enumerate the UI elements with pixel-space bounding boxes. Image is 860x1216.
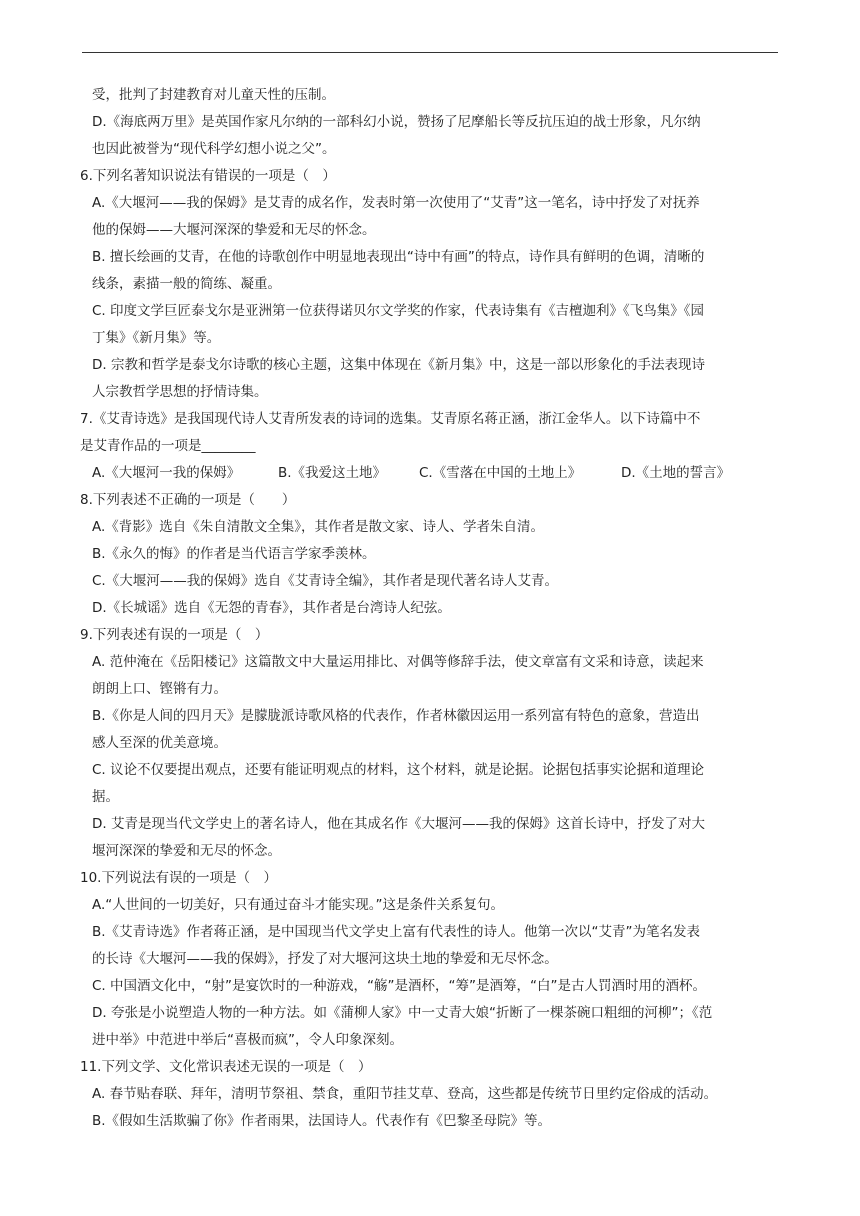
page-top-rule [82, 52, 778, 53]
q10-option-b-line2: 的长诗《大堰河——我的保姆》，抒发了对大堰河这块土地的挚爱和无尽怀念。 [92, 951, 558, 967]
question-8 [80, 487, 780, 622]
q6-option-c-line2: 丁集》《新月集》等。 [92, 330, 221, 346]
q9-option-a-line1: A. 范仲淹在《岳阳楼记》这篇散文中大量运用排比、对偶等修辞手法，使文章富有文采和诗意，读起来 [92, 654, 704, 670]
q7-title-line2: 是艾青作品的一项是________ [80, 438, 256, 454]
q9-option-c-line2: 据。 [92, 789, 119, 805]
q6-option-d-line2: 人宗教哲学思想的抒情诗集。 [92, 384, 268, 400]
document-body [80, 82, 780, 1135]
q8-option-d: D.《长城谣》选自《无怨的青春》，其作者是台湾诗人纪弦。 [92, 600, 451, 616]
q6-option-d-line1: D. 宗教和哲学是泰戈尔诗歌的核心主题，这集中体现在《新月集》中，这是一部以形象化的手法表现诗 [92, 357, 705, 373]
q5-option-d-line1: D.《海底两万里》是英国作家凡尔纳的一部科幻小说，赞扬了尼摩船长等反抗压迫的战士形象，凡尔纳 [92, 114, 701, 130]
q8-option-a: A.《背影》选自《朱自清散文全集》，其作者是散文家、诗人、学者朱自清。 [92, 519, 545, 535]
question-6 [80, 163, 780, 406]
q7-option-a: A.《大堰河一我的保姆》 [92, 465, 241, 481]
question-10 [80, 865, 780, 1054]
q8-option-b: B.《永久的悔》的作者是当代语言学家季羡林。 [92, 546, 376, 562]
q6-option-b-line1: B. 擅长绘画的艾青，在他的诗歌创作中明显地表现出“诗中有画”的特点，诗作具有鲜明的色调，清晰的 [92, 249, 705, 265]
q11-option-b: B.《假如生活欺骗了你》作者雨果，法国诗人。代表作有《巴黎圣母院》等。 [92, 1113, 552, 1129]
q10-option-d-line1: D. 夸张是小说塑造人物的一种方法。如《蒲柳人家》中一丈青大娘“折断了一棵茶碗口粗细的河柳”；《范 [92, 1005, 713, 1021]
q10-option-a: A.“人世间的一切美好，只有通过奋斗才能实现。”这是条件关系复句。 [92, 897, 505, 913]
q6-option-c-line1: C. 印度文学巨匠泰戈尔是亚洲第一位获得诺贝尔文学奖的作家，代表诗集有《吉檀迦利》《飞鸟集》《园 [92, 303, 705, 319]
q6-option-a-line1: A.《大堰河——我的保姆》是艾青的成名作，发表时第一次使用了“艾青”这一笔名，诗中抒发了对抚养 [92, 195, 700, 211]
q8-option-c: C.《大堰河——我的保姆》选自《艾青诗全编》，其作者是现代著名诗人艾青。 [92, 573, 558, 589]
q10-option-c: C. 中国酒文化中，“射”是宴饮时的一种游戏，“觞”是酒杯，“筹”是酒筹，“白”是古人罚酒时用的酒杯。 [92, 978, 706, 994]
q7-option-b: B.《我爱这土地》 [278, 465, 387, 481]
q7-title-line1: 7.《艾青诗选》是我国现代诗人艾青所发表的诗词的选集。艾青原名蒋正涵，浙江金华人。以下诗篇中不 [80, 411, 701, 427]
q9-option-a-line2: 朗朗上口、铿锵有力。 [92, 681, 227, 697]
q10-option-d-line2: 进中举》中范进中举后“喜极而疯”，令人印象深刻。 [92, 1032, 403, 1048]
q5-option-c-continuation: 受，批判了封建教育对儿童天性的压制。 [92, 87, 335, 103]
question-5-tail [80, 82, 780, 163]
q8-title: 8.下列表述不正确的一项是（ ） [80, 492, 296, 508]
question-7 [80, 406, 780, 487]
q9-option-c-line1: C. 议论不仅要提出观点，还要有能证明观点的材料，这个材料，就是论据。论据包括事实论据和道理论 [92, 762, 705, 778]
question-9 [80, 622, 780, 865]
q10-title: 10.下列说法有误的一项是（ ） [80, 870, 277, 886]
q6-title: 6.下列名著知识说法有错误的一项是（ ） [80, 168, 336, 184]
q6-option-b-line2: 线条，素描一般的简练、凝重。 [92, 276, 281, 292]
q9-option-b-line2: 感人至深的优美意境。 [92, 735, 227, 751]
q9-title: 9.下列表述有误的一项是（ ） [80, 627, 269, 643]
q11-option-a: A. 春节贴春联、拜年，清明节祭祖、禁食，重阳节挂艾草、登高，这些都是传统节日里约定俗成的活动。 [92, 1086, 718, 1102]
question-11 [80, 1054, 780, 1135]
q5-option-d-line2: 也因此被誉为“现代科学幻想小说之父”。 [92, 141, 336, 157]
q11-title: 11.下列文学、文化常识表述无误的一项是（ ） [80, 1059, 372, 1075]
q9-option-d-line1: D. 艾青是现当代文学史上的著名诗人，他在其成名作《大堰河——我的保姆》这首长诗中，抒发了对大 [92, 816, 705, 832]
q9-option-b-line1: B.《你是人间的四月天》是朦胧派诗歌风格的代表作，作者林徽因运用一系列富有特色的意象，营造出 [92, 708, 700, 724]
q9-option-d-line2: 堰河深深的挚爱和无尽的怀念。 [92, 843, 281, 859]
q7-option-d: D.《土地的誓言》 [621, 465, 731, 481]
q7-option-c: C.《雪落在中国的土地上》 [419, 465, 582, 481]
q6-option-a-line2: 他的保姆——大堰河深深的挚爱和无尽的怀念。 [92, 222, 376, 238]
q7-options-row [80, 460, 780, 487]
q10-option-b-line1: B.《艾青诗选》作者蒋正涵，是中国现当代文学史上富有代表性的诗人。他第一次以“艾青”为笔名发表 [92, 924, 701, 940]
